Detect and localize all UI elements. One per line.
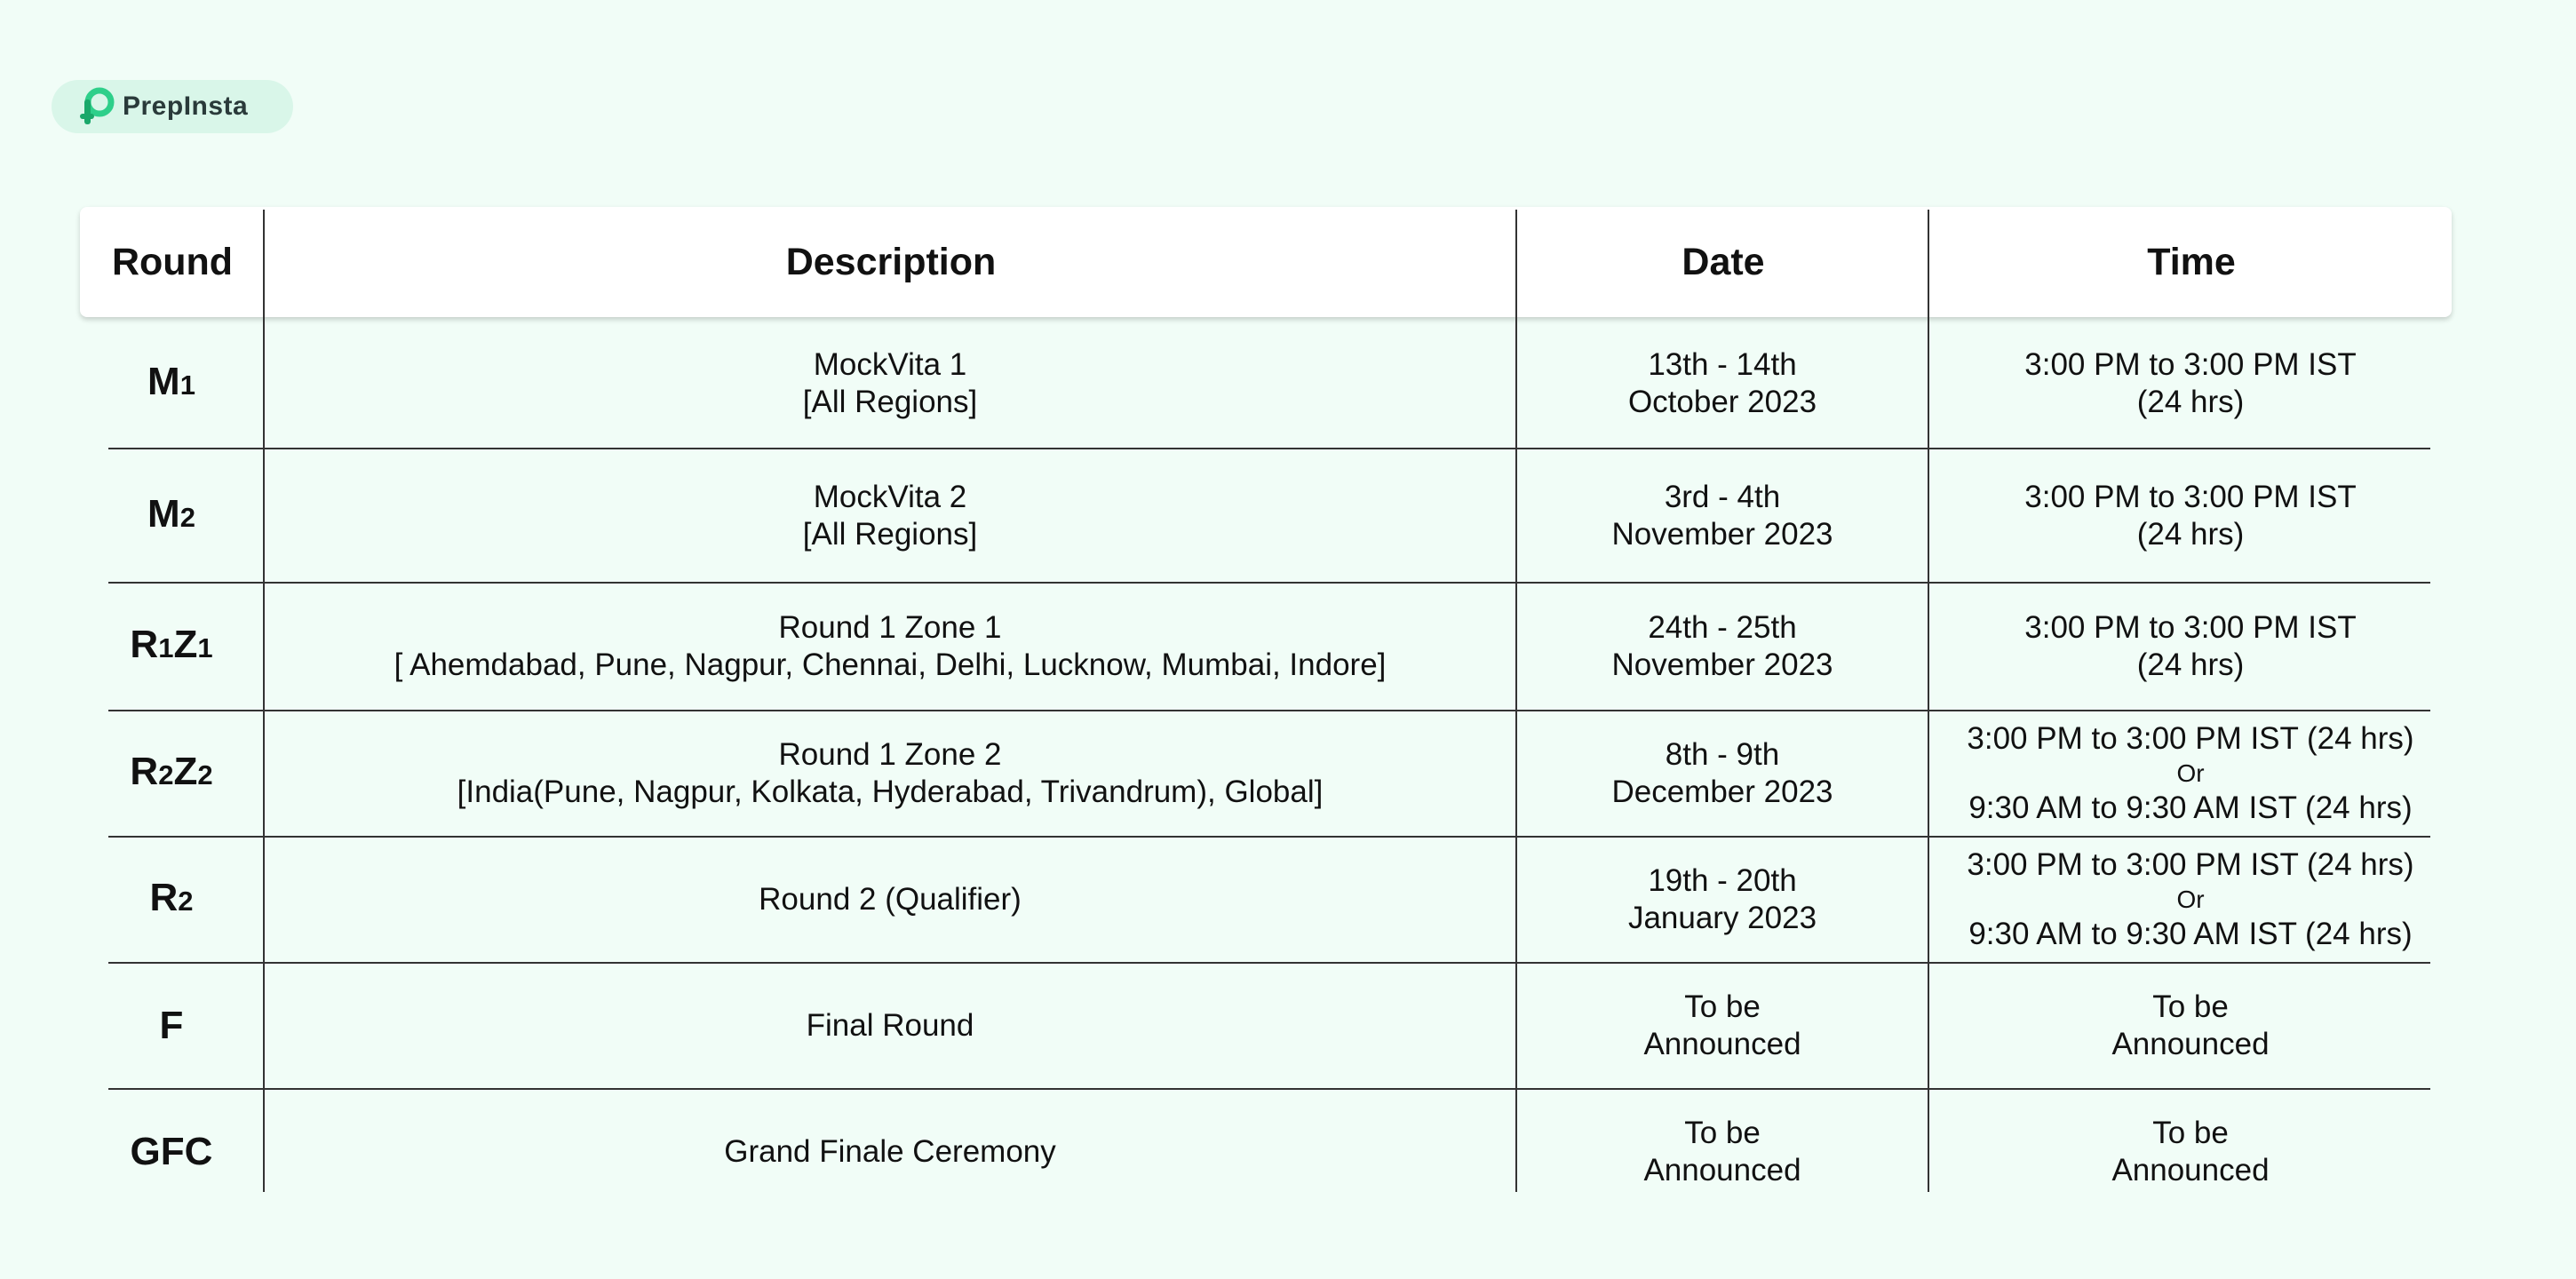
header-time: Time xyxy=(2147,240,2236,283)
prepinsta-logo-icon xyxy=(78,87,115,126)
table-row-description: Round 2 (Qualifier) xyxy=(759,882,1022,917)
header-date: Date xyxy=(1682,240,1765,283)
table-row-round: R2Z2 xyxy=(130,750,213,793)
header-description: Description xyxy=(785,240,997,283)
table-row-description: Grand Finale Ceremony xyxy=(724,1134,1056,1169)
table-row-date: 3rd - 4th November 2023 xyxy=(1611,479,1833,552)
table-row-round: GFC xyxy=(130,1130,213,1173)
table-row-description: MockVita 1 [All Regions] xyxy=(802,347,978,419)
header-round: Round xyxy=(111,240,234,283)
table-row-description: Round 1 Zone 1 [ Ahemdabad, Pune, Nagpur, Chennai, Delhi, Lucknow, Mumbai, Indore] xyxy=(394,610,1387,682)
table-row-date: To be Announced xyxy=(1643,1116,1801,1188)
table-row-round: F xyxy=(159,1004,184,1047)
table-row-round: M2 xyxy=(147,491,195,536)
table-row-date: To be Announced xyxy=(1643,989,1801,1061)
table-row-date: 13th - 14th October 2023 xyxy=(1627,347,1817,419)
table-row-date: 24th - 25th November 2023 xyxy=(1611,610,1833,682)
table-row-date: 8th - 9th December 2023 xyxy=(1611,737,1833,809)
table-row-time: 3:00 PM to 3:00 PM IST (24 hrs) Or 9:30 AM to 9:30 AM IST (24 hrs) xyxy=(1967,721,2414,825)
table-row-date: 19th - 20th January 2023 xyxy=(1627,863,1817,935)
table-row-time: 3:00 PM to 3:00 PM IST (24 hrs) xyxy=(2024,610,2357,682)
table-row-round: R1Z1 xyxy=(130,623,213,666)
table-row-time: 3:00 PM to 3:00 PM IST (24 hrs) xyxy=(2024,347,2357,419)
table-row-round: M1 xyxy=(147,360,195,403)
brand-logo[interactable] xyxy=(52,80,293,133)
table-row-description: MockVita 2 [All Regions] xyxy=(802,479,978,552)
brand-name: PrepInsta xyxy=(123,91,249,121)
table-row-time: To be Announced xyxy=(2111,1116,2270,1188)
table-row-round: R2 xyxy=(149,876,194,919)
table-row-time: To be Announced xyxy=(2111,989,2270,1061)
table-row-time: 3:00 PM to 3:00 PM IST (24 hrs) Or 9:30 AM to 9:30 AM IST (24 hrs) xyxy=(1967,847,2414,951)
table-row-description: Round 1 Zone 2 [India(Pune, Nagpur, Kolkata, Hyderabad, Trivandrum), Global] xyxy=(457,737,1324,809)
table-row-time: 3:00 PM to 3:00 PM IST (24 hrs) xyxy=(2024,479,2357,552)
table-row-description: Final Round xyxy=(806,1008,974,1043)
